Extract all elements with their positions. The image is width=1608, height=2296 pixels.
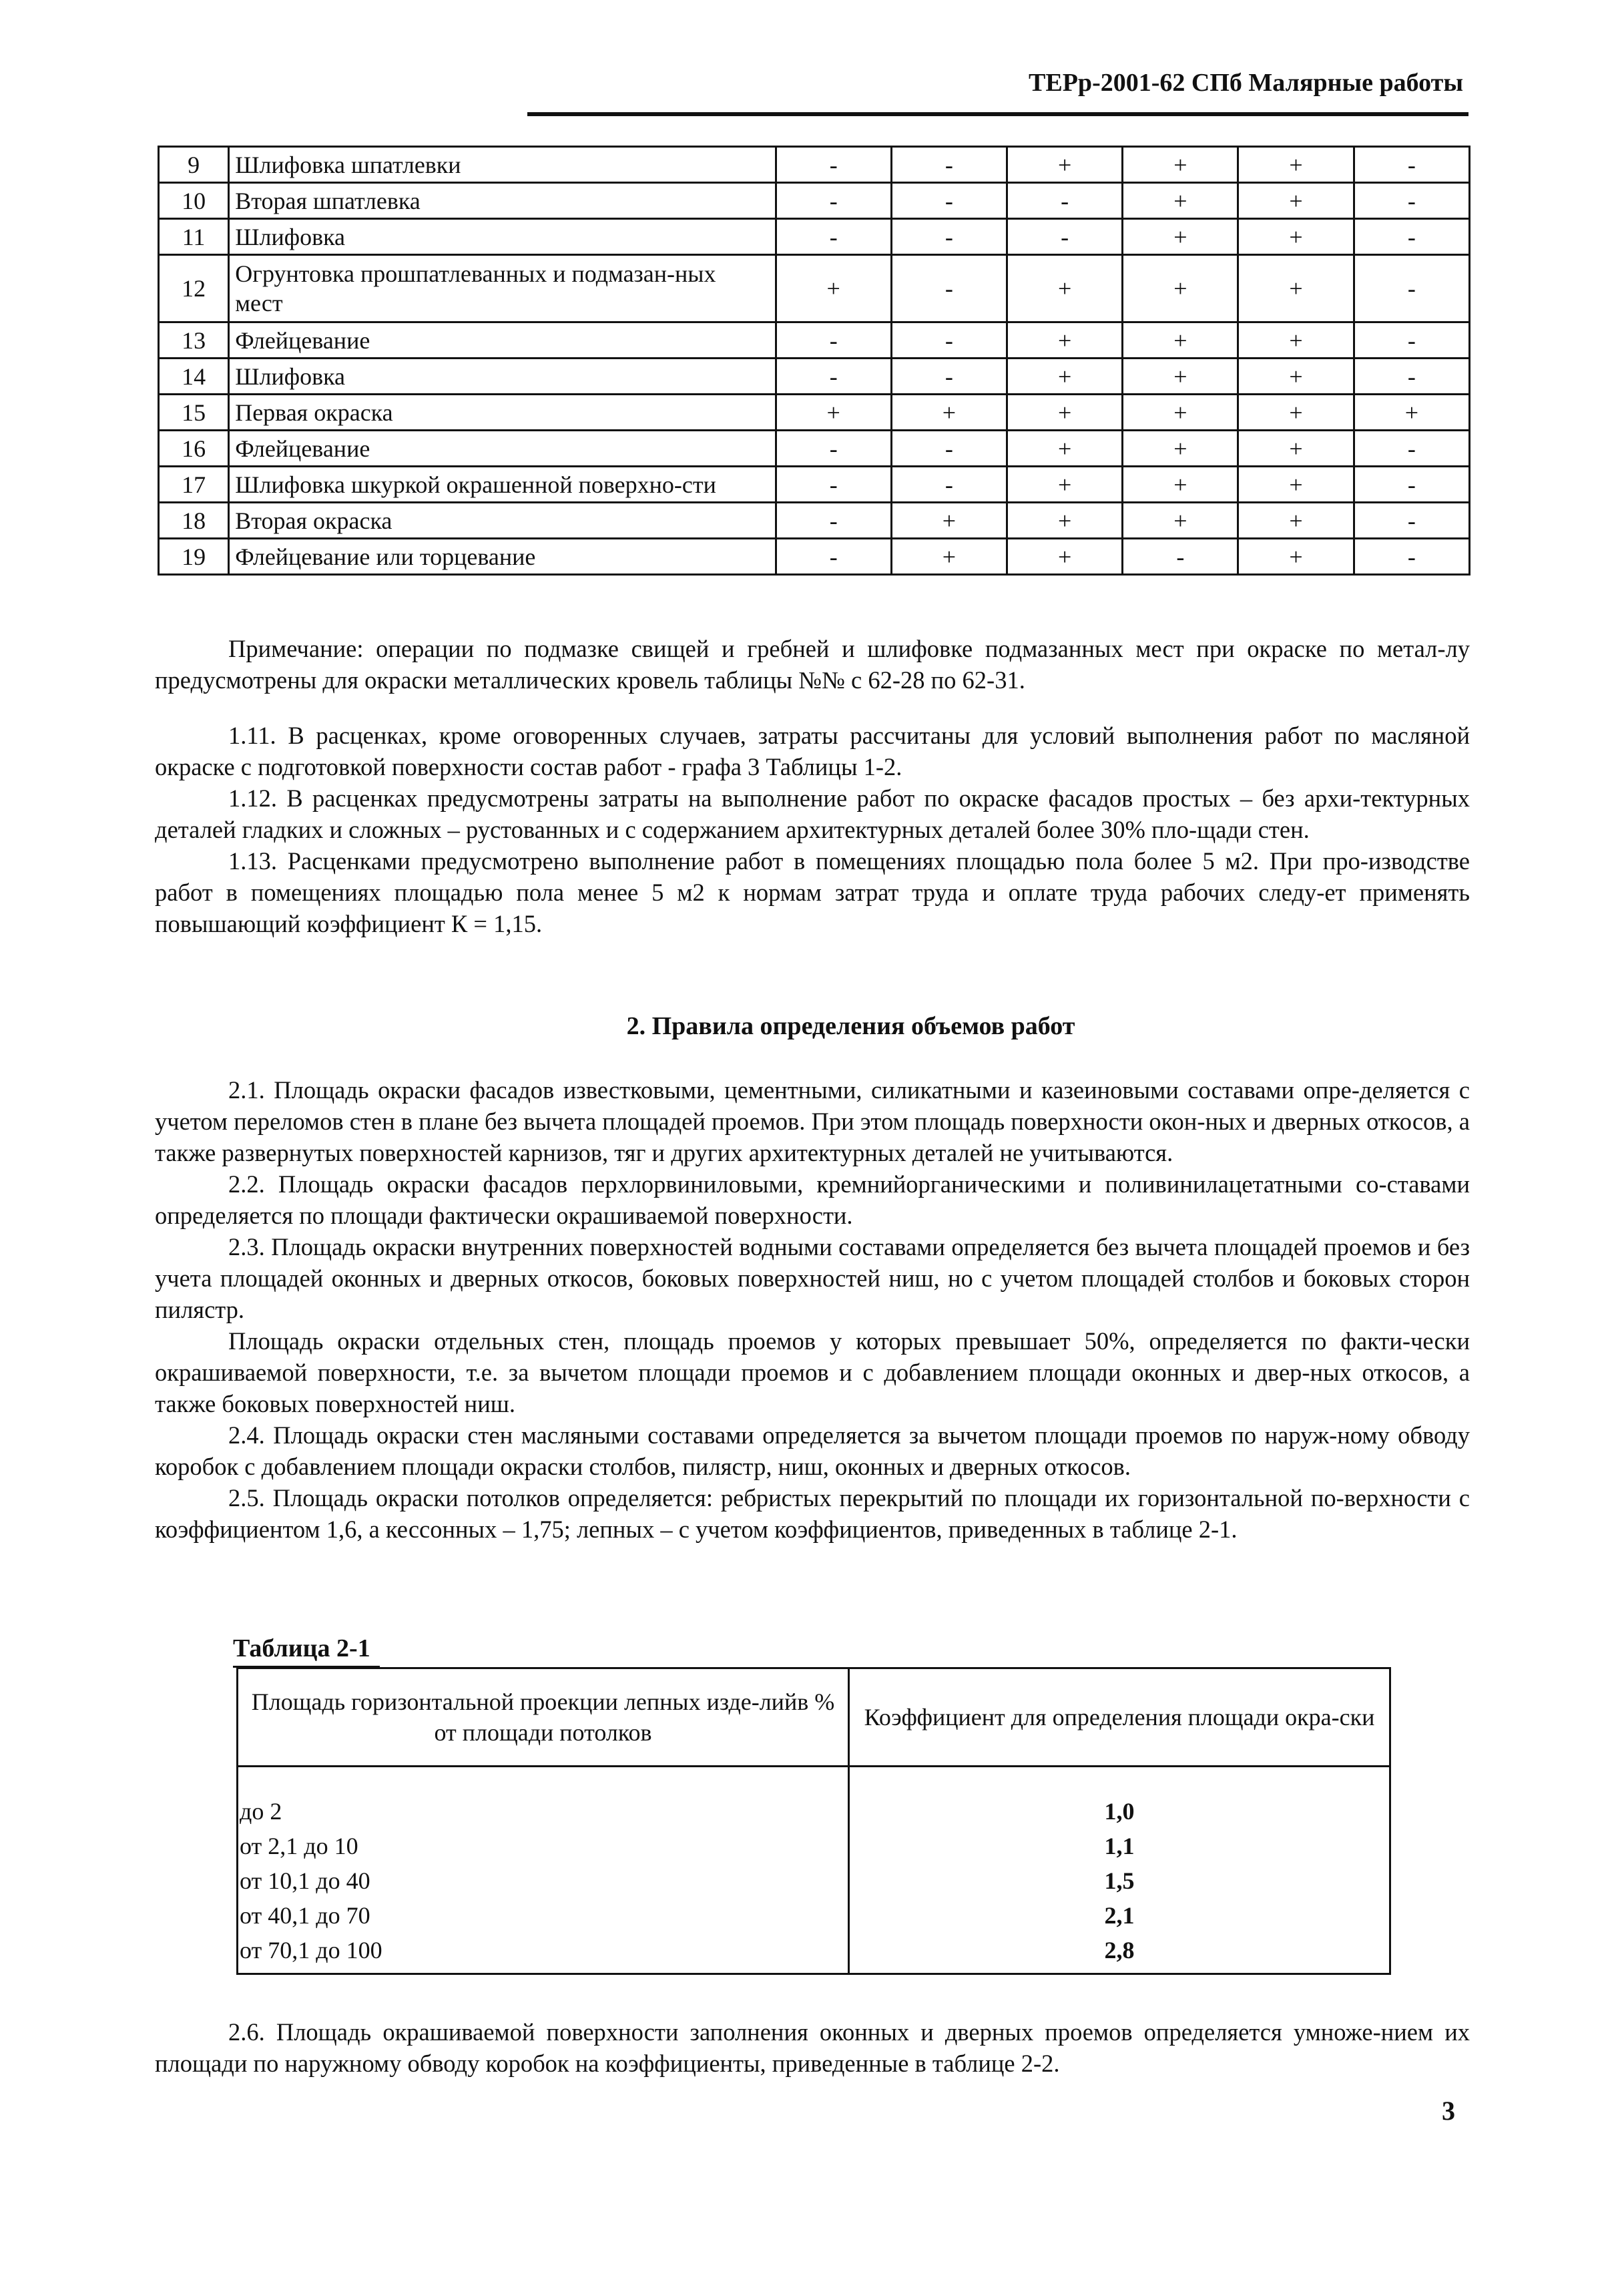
table-2-1-header-right: Коэффициент для определения площади окра-ски [849, 1668, 1390, 1767]
operation-mark: - [1123, 539, 1238, 575]
operation-mark: + [1354, 395, 1469, 431]
operation-mark: + [776, 255, 891, 322]
paragraph-1-12: 1.12. В расценках предусмотрены затраты на выполнение работ по окраске фасадов простых – без архи-тектурных деталей гладких и сложных – рустованных и с содержанием архитектурных деталей более 30% пло-щади стен. [155, 784, 1470, 843]
operation-mark: + [1238, 322, 1354, 359]
operation-mark: - [1354, 219, 1469, 255]
note-paragraph: Примечание: операции по подмазке свищей и гребней и шлифовке подмазанных мест при окраске по метал-лу предусмотрены для окраски металлических кровель таблицы №№ с 62-28 по 62-31. [155, 635, 1470, 694]
operation-mark: - [1354, 359, 1469, 395]
coefficient-value: 2,8 [1104, 1937, 1135, 1964]
operation-name: Вторая окраска [229, 503, 776, 539]
operations-row [159, 539, 1470, 575]
paragraph-2-4: 2.4. Площадь окраски стен масляными составами определяется за вычетом площади проемов по наруж-ному обводу коробок с добавлением площади окраски столбов, пилястр, ниш, оконных и дверных откосов. [155, 1421, 1470, 1480]
operation-mark: - [1007, 183, 1123, 219]
section-2-title: 2. Правила определения объемов работ [626, 1012, 1075, 1040]
operation-mark: + [1007, 395, 1123, 431]
operations-row [159, 359, 1470, 395]
operations-row [159, 183, 1470, 219]
page-header [527, 64, 1468, 116]
table-2-1-header-row [238, 1668, 1390, 1767]
operation-mark: + [1238, 219, 1354, 255]
paragraph-2-5: 2.5. Площадь окраски потолков определяется: ребристых перекрытий по площади их горизонтальной по-верхности с коэффициентом 1,6, а кессонных – 1,75; лепных – с учетом коэффициентов, приведенных в таблице 2-1. [155, 1484, 1470, 1543]
table-2-1-header-left: Площадь горизонтальной проекции лепных изде-лийв % от площади потолков [238, 1668, 849, 1767]
operations-row [159, 322, 1470, 359]
operation-mark: - [776, 539, 891, 575]
coefficient-value: 1,5 [1104, 1867, 1135, 1894]
operation-name: Шлифовка шпатлевки [229, 147, 776, 183]
paragraph-2-3-continued: Площадь окраски отдельных стен, площадь проемов у которых превышает 50%, определяется по факти-чески окрашиваемой поверхности, т.е. за вычетом площади проемов и с добавлением площади оконных и двер-ных откосов, а также боковых поверхностей ниш. [155, 1327, 1470, 1417]
operation-mark: - [1354, 467, 1469, 503]
paragraph-1-11: 1.11. В расценках, кроме оговоренных случаев, затраты рассчитаны для условий выполнения работ по масляной окраске с подготовкой поверхности состав работ - графа 3 Таблицы 1-2. [155, 722, 1470, 780]
operation-mark: + [1123, 395, 1238, 431]
paragraph-2-1: 2.1. Площадь окраски фасадов известковыми, цементными, силикатными и казеиновыми составами опре-деляется с учетом переломов стен в плане без вычета площадей проемов. При этом площадь поверхности окон-ных и дверных откосов, а также развернутых поверхностей карнизов, тяг и других архитектурных деталей не учитываются. [155, 1076, 1470, 1166]
operation-mark: + [1123, 322, 1238, 359]
table-2-1-coefficients [849, 1767, 1390, 1974]
operation-mark: - [1354, 431, 1469, 467]
operation-mark: + [1123, 359, 1238, 395]
operation-mark: - [1354, 539, 1469, 575]
operation-mark: - [1354, 183, 1469, 219]
paragraph-2-3: 2.3. Площадь окраски внутренних поверхностей водными составами определяется без вычета площадей проемов и без учета площадей оконных и дверных откосов, боковых поверхностей ниш, но с учетом площадей столбов и боковых сторон пилястр. [155, 1233, 1470, 1323]
section-2-body [155, 1074, 1470, 1545]
operation-number: 9 [159, 147, 229, 183]
operation-mark: + [1007, 503, 1123, 539]
operations-row [159, 431, 1470, 467]
operation-number: 16 [159, 431, 229, 467]
operation-mark: + [1007, 359, 1123, 395]
operation-mark: + [891, 503, 1007, 539]
operation-mark: - [776, 322, 891, 359]
operation-mark: + [1238, 255, 1354, 322]
operation-mark: + [1238, 467, 1354, 503]
operation-mark: + [1007, 467, 1123, 503]
operations-row [159, 219, 1470, 255]
table-2-1-ranges [238, 1767, 849, 1974]
coefficient-value: 1,1 [1104, 1833, 1135, 1859]
operations-table [158, 146, 1470, 576]
operation-mark: + [776, 395, 891, 431]
operation-mark: + [891, 395, 1007, 431]
operations-row [159, 395, 1470, 431]
range-label: до 2 [240, 1798, 282, 1825]
operation-mark: - [891, 322, 1007, 359]
operations-row [159, 503, 1470, 539]
operation-mark: - [776, 503, 891, 539]
operation-number: 17 [159, 467, 229, 503]
operation-mark: + [1007, 255, 1123, 322]
operation-mark: - [891, 431, 1007, 467]
operation-mark: + [1123, 467, 1238, 503]
operation-mark: - [776, 219, 891, 255]
operation-number: 11 [159, 219, 229, 255]
operation-name: Шлифовка шкуркой окрашенной поверхно-сти [229, 467, 776, 503]
operations-row [159, 467, 1470, 503]
coefficient-value: 2,1 [1104, 1902, 1135, 1929]
operation-mark: + [1123, 431, 1238, 467]
operation-mark: + [1007, 147, 1123, 183]
operation-mark: - [1354, 322, 1469, 359]
operation-mark: - [891, 467, 1007, 503]
operation-number: 19 [159, 539, 229, 575]
range-label: от 10,1 до 40 [240, 1867, 370, 1894]
operation-mark: + [1123, 183, 1238, 219]
operation-mark: + [1123, 255, 1238, 322]
paragraph-2-6: 2.6. Площадь окрашиваемой поверхности заполнения оконных и дверных проемов определяется умноже-нием их площади по наружному обводу коробок на коэффициенты, приведенные в таблице 2-2. [155, 2018, 1470, 2077]
operation-mark: + [1123, 503, 1238, 539]
operation-mark: + [1238, 359, 1354, 395]
operation-mark: + [1238, 539, 1354, 575]
operation-mark: + [1238, 395, 1354, 431]
table-2-1 [236, 1667, 1391, 1975]
operation-number: 12 [159, 255, 229, 322]
operation-mark: - [776, 183, 891, 219]
operation-mark: + [1007, 539, 1123, 575]
operation-mark: - [1354, 147, 1469, 183]
range-label: от 2,1 до 10 [240, 1833, 358, 1859]
coefficient-value: 1,0 [1104, 1798, 1135, 1825]
operation-mark: - [891, 147, 1007, 183]
paragraph-1-13: 1.13. Расценками предусмотрено выполнение работ в помещениях площадью пола более 5 м2. При про-изводстве работ в помещениях площадью пола менее 5 м2 к нормам затрат труда и оплате труда рабочих следу-ет применять повышающий коэффициент К = 1,15. [155, 847, 1470, 937]
operation-mark: - [891, 255, 1007, 322]
operation-name: Флейцевание или торцевание [229, 539, 776, 575]
operation-mark: - [1354, 255, 1469, 322]
operation-mark: - [776, 147, 891, 183]
operation-mark: + [1238, 147, 1354, 183]
operation-mark: + [891, 539, 1007, 575]
footer-block [155, 2016, 1470, 2079]
operation-mark: - [776, 359, 891, 395]
operation-mark: - [891, 359, 1007, 395]
operations-row [159, 255, 1470, 322]
page-number: 3 [1442, 2096, 1455, 2126]
operation-mark: + [1123, 147, 1238, 183]
operation-number: 10 [159, 183, 229, 219]
operation-number: 18 [159, 503, 229, 539]
operation-number: 15 [159, 395, 229, 431]
operation-name: Первая окраска [229, 395, 776, 431]
operation-name: Вторая шпатлевка [229, 183, 776, 219]
operation-name: Шлифовка [229, 219, 776, 255]
operation-mark: + [1238, 183, 1354, 219]
range-label: от 40,1 до 70 [240, 1902, 370, 1929]
operation-mark: + [1007, 431, 1123, 467]
operation-mark: + [1238, 503, 1354, 539]
operation-mark: - [891, 183, 1007, 219]
operation-name: Флейцевание [229, 322, 776, 359]
range-label: от 70,1 до 100 [240, 1937, 382, 1964]
operation-number: 13 [159, 322, 229, 359]
operation-mark: - [776, 467, 891, 503]
operation-name: Огрунтовка прошпатлеванных и подмазан-ных мест [229, 255, 776, 322]
operation-number: 14 [159, 359, 229, 395]
document-title: ТЕРр-2001-62 СПб Малярные работы [1029, 69, 1463, 97]
operation-mark: - [1354, 503, 1469, 539]
operation-mark: - [891, 219, 1007, 255]
paragraph-2-2: 2.2. Площадь окраски фасадов перхлорвиниловыми, кремнийорганическими и поливинилацетатными со-ставами определяется по площади фактически окрашиваемой поверхности. [155, 1170, 1470, 1229]
operation-mark: + [1007, 322, 1123, 359]
operations-row [159, 147, 1470, 183]
notes-block [155, 633, 1470, 939]
operation-mark: - [776, 431, 891, 467]
operation-mark: + [1123, 219, 1238, 255]
operation-name: Флейцевание [229, 431, 776, 467]
table-2-1-caption: Таблица 2-1 [233, 1634, 370, 1662]
operation-name: Шлифовка [229, 359, 776, 395]
table-2-1-body-row [238, 1767, 1390, 1974]
operation-mark: + [1238, 431, 1354, 467]
operation-mark: - [1007, 219, 1123, 255]
